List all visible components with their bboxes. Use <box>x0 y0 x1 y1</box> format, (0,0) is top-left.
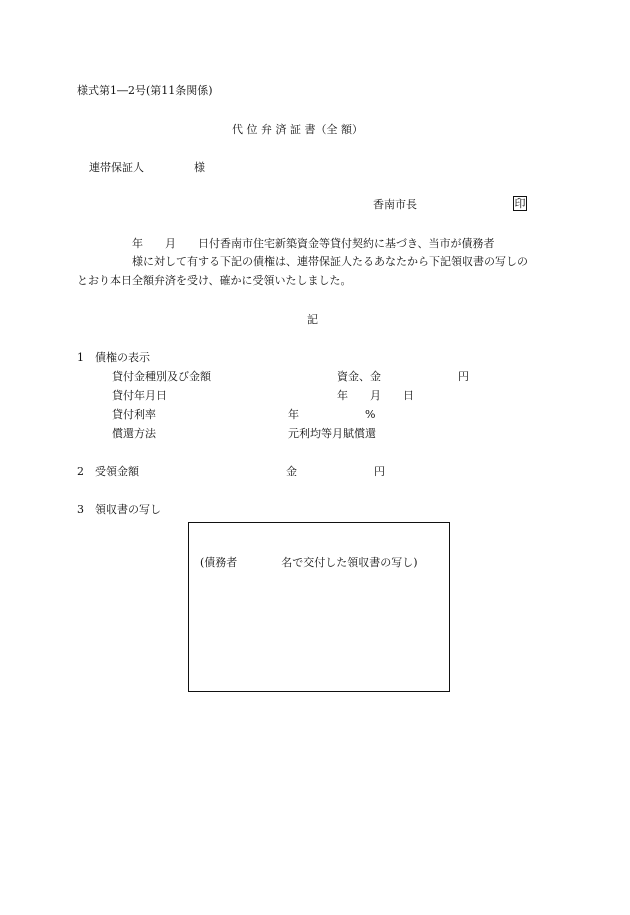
section-2-heading: 2 受領金額 <box>77 465 139 478</box>
issuer-name: 香南市長 <box>373 198 417 211</box>
body-line-3: とおり本日全額弁済を受け、確かに受領いたしました。 <box>77 274 352 287</box>
loan-type-label: 貸付金種別及び金額 <box>112 370 211 383</box>
guarantor-label: 連帯保証人 <box>89 161 144 174</box>
receipt-copy-note: (債務者 名で交付した領収書の写し) <box>200 556 418 569</box>
interest-rate-label: 貸付利率 <box>112 408 156 421</box>
interest-rate-value: 年 % <box>288 408 376 421</box>
loan-date-label: 貸付年月日 <box>112 389 167 402</box>
body-line-1: 年 月 日付香南市住宅新築資金等貸付契約に基づき、当市が債務者 <box>77 237 495 250</box>
loan-date-value: 年 月 日 <box>337 389 414 402</box>
section-3-heading: 3 領収書の写し <box>77 503 161 516</box>
form-number: 様式第1―2号(第11条関係) <box>77 84 213 97</box>
seal-stamp: 印 <box>514 197 526 210</box>
guarantor-honorific: 様 <box>194 161 205 174</box>
received-amount-value: 金 円 <box>286 465 385 478</box>
repayment-method-label: 償還方法 <box>112 427 156 440</box>
body-line-2: 様に対して有する下記の債権は、連帯保証人たるあなたから下記領収書の写しの <box>77 255 528 268</box>
ki-heading: 記 <box>307 313 318 326</box>
section-1-heading: 1 債権の表示 <box>77 351 150 364</box>
repayment-method-value: 元利均等月賦償還 <box>288 427 376 440</box>
receipt-copy-box <box>188 522 450 692</box>
loan-type-value: 資金、金 円 <box>337 370 469 383</box>
document-title: 代 位 弁 済 証 書（全 額） <box>232 123 363 136</box>
